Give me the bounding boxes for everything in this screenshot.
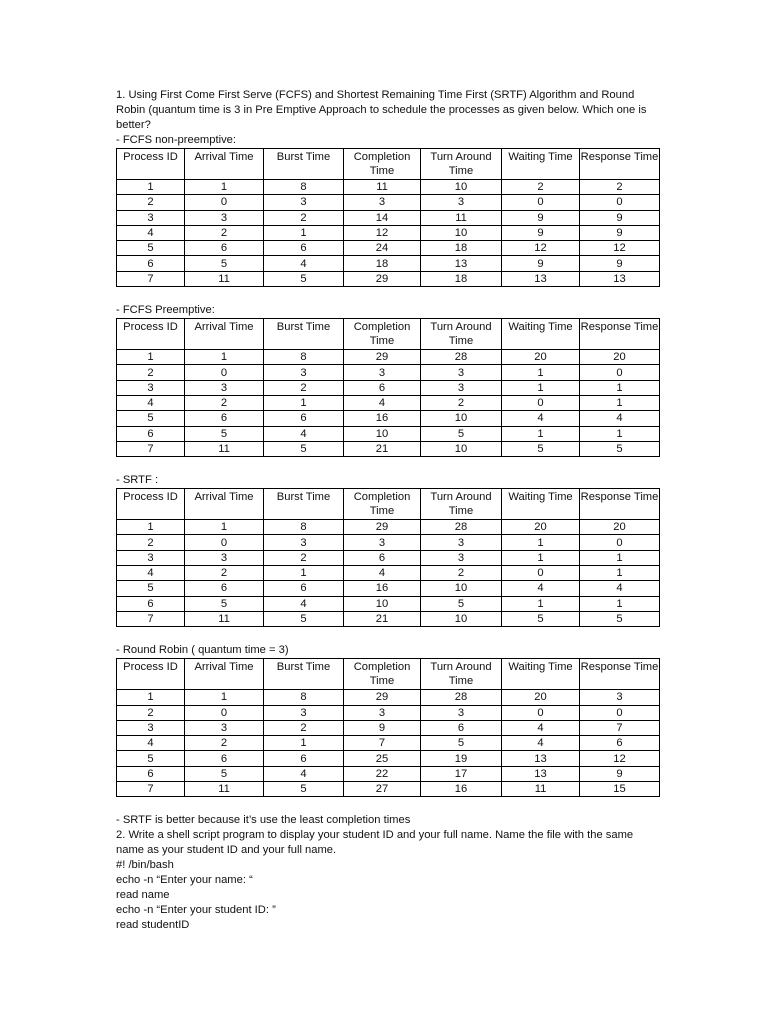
section-spacer (116, 457, 661, 473)
table-row (117, 195, 660, 210)
section-title: - FCFS non-preemptive: (116, 134, 236, 146)
table-cell: 3 (185, 550, 264, 565)
shell-script-code (116, 858, 661, 933)
table-cell: 6 (421, 720, 502, 735)
table-cell: 20 (580, 350, 660, 365)
table-cell: 9 (502, 210, 580, 225)
table-cell: 7 (580, 720, 660, 735)
code-line: echo -n “Enter your name: “ (116, 874, 253, 887)
table-row (117, 350, 660, 365)
table-cell: 0 (580, 705, 660, 720)
table-cell: 2 (117, 705, 185, 720)
table-cell: 1 (264, 736, 344, 751)
table-cell: 6 (264, 411, 344, 426)
table-cell: 1 (502, 365, 580, 380)
column-header: Turn Around Time (421, 319, 502, 350)
table-cell: 1 (117, 180, 185, 195)
table-cell: 3 (185, 720, 264, 735)
table-cell: 7 (117, 782, 185, 797)
table-cell: 3 (421, 365, 502, 380)
table-cell: 1 (264, 395, 344, 410)
table-cell: 3 (421, 535, 502, 550)
column-header: Response Time (580, 319, 660, 350)
column-header: Completion Time (344, 319, 421, 350)
table-row (117, 180, 660, 195)
table-cell: 0 (580, 535, 660, 550)
table-cell: 5 (502, 441, 580, 456)
table-row (117, 395, 660, 410)
table-cell: 1 (580, 395, 660, 410)
table-cell: 6 (264, 241, 344, 256)
table-cell: 25 (344, 751, 421, 766)
table-cell: 11 (185, 782, 264, 797)
table-cell: 7 (344, 736, 421, 751)
table-row (117, 520, 660, 535)
table-row (117, 535, 660, 550)
table-cell: 1 (117, 350, 185, 365)
table-cell: 5 (502, 611, 580, 626)
code-line: read studentID (116, 919, 190, 932)
table-cell: 4 (580, 411, 660, 426)
column-header: Burst Time (264, 659, 344, 690)
table-row (117, 751, 660, 766)
table-cell: 1 (502, 550, 580, 565)
column-header: Waiting Time (502, 659, 580, 690)
table-cell: 10 (421, 581, 502, 596)
table-cell: 2 (185, 736, 264, 751)
table-cell: 3 (344, 705, 421, 720)
table-cell: 2 (117, 365, 185, 380)
table-cell: 0 (580, 195, 660, 210)
table-cell: 29 (344, 271, 421, 286)
table-cell: 9 (580, 766, 660, 781)
table-cell: 1 (185, 350, 264, 365)
table-cell: 3 (117, 380, 185, 395)
table-cell: 11 (185, 441, 264, 456)
table-cell: 5 (580, 441, 660, 456)
document-page (116, 88, 661, 933)
table-cell: 3 (185, 210, 264, 225)
column-header: Response Time (580, 489, 660, 520)
table-cell: 6 (117, 426, 185, 441)
table-cell: 5 (580, 611, 660, 626)
table-cell: 20 (580, 520, 660, 535)
table-cell: 0 (502, 705, 580, 720)
table-cell: 1 (580, 380, 660, 395)
table-cell: 3 (185, 380, 264, 395)
table-cell: 8 (264, 520, 344, 535)
column-header: Completion Time (344, 149, 421, 180)
column-header: Turn Around Time (421, 149, 502, 180)
table-cell: 3 (344, 535, 421, 550)
table-cell: 9 (580, 225, 660, 240)
table-cell: 2 (185, 225, 264, 240)
table-cell: 0 (580, 365, 660, 380)
table-cell: 4 (502, 720, 580, 735)
table-cell: 6 (117, 596, 185, 611)
column-header: Waiting Time (502, 319, 580, 350)
table-cell: 4 (117, 225, 185, 240)
table-cell: 20 (502, 520, 580, 535)
table-cell: 2 (117, 195, 185, 210)
table-cell: 17 (421, 766, 502, 781)
table-cell: 9 (502, 256, 580, 271)
table-cell: 0 (185, 705, 264, 720)
table-cell: 29 (344, 690, 421, 705)
table-cell: 1 (185, 180, 264, 195)
table-cell: 24 (344, 241, 421, 256)
table-cell: 3 (421, 195, 502, 210)
section-spacer (116, 797, 661, 813)
table-cell: 18 (344, 256, 421, 271)
table-cell: 1 (264, 225, 344, 240)
table-cell: 9 (344, 720, 421, 735)
table-cell: 18 (421, 271, 502, 286)
table-row (117, 611, 660, 626)
table-cell: 13 (502, 271, 580, 286)
table-cell: 22 (344, 766, 421, 781)
table-cell: 3 (264, 705, 344, 720)
table-cell: 11 (185, 271, 264, 286)
table-row (117, 690, 660, 705)
column-header: Waiting Time (502, 489, 580, 520)
table-cell: 21 (344, 611, 421, 626)
table-cell: 1 (502, 535, 580, 550)
table-cell: 0 (185, 535, 264, 550)
table-cell: 0 (502, 195, 580, 210)
table-cell: 5 (185, 596, 264, 611)
table-header-row (117, 319, 660, 350)
table-cell: 2 (264, 720, 344, 735)
table-cell: 8 (264, 180, 344, 195)
table-cell: 9 (580, 256, 660, 271)
table-cell: 1 (117, 520, 185, 535)
section-title: - SRTF : (116, 474, 159, 487)
table-cell: 29 (344, 350, 421, 365)
table-cell: 9 (580, 210, 660, 225)
column-header: Turn Around Time (421, 489, 502, 520)
table-cell: 5 (185, 426, 264, 441)
table-cell: 4 (264, 766, 344, 781)
column-header: Completion Time (344, 489, 421, 520)
table-cell: 7 (117, 271, 185, 286)
table-cell: 6 (344, 380, 421, 395)
schedule-table (116, 318, 660, 457)
table-cell: 4 (264, 256, 344, 271)
table-row (117, 782, 660, 797)
table-row (117, 581, 660, 596)
table-cell: 8 (264, 350, 344, 365)
column-header: Burst Time (264, 149, 344, 180)
schedule-table (116, 658, 660, 797)
table-cell: 3 (117, 720, 185, 735)
column-header: Burst Time (264, 319, 344, 350)
table-cell: 19 (421, 751, 502, 766)
table-cell: 21 (344, 441, 421, 456)
table-cell: 3 (580, 690, 660, 705)
table-cell: 7 (117, 441, 185, 456)
table-cell: 3 (344, 195, 421, 210)
table-cell: 1 (185, 520, 264, 535)
table-cell: 12 (502, 241, 580, 256)
table-cell: 12 (344, 225, 421, 240)
table-cell: 0 (185, 365, 264, 380)
table-cell: 2 (185, 395, 264, 410)
table-cell: 6 (580, 736, 660, 751)
column-header: Process ID (117, 489, 185, 520)
table-row (117, 210, 660, 225)
table-cell: 4 (502, 736, 580, 751)
table-cell: 3 (264, 195, 344, 210)
table-cell: 10 (344, 426, 421, 441)
table-cell: 2 (264, 550, 344, 565)
table-cell: 13 (502, 751, 580, 766)
column-header: Response Time (580, 659, 660, 690)
table-row (117, 736, 660, 751)
table-cell: 6 (185, 751, 264, 766)
table-cell: 3 (421, 380, 502, 395)
question-1-text: 1. Using First Come First Serve (FCFS) and Shortest Remaining Time First (SRTF) Algorithm and Round Robin (quantum time is 3 in Pre Emptive Approach to schedule the processes as given below. Which one is better? (116, 89, 647, 131)
column-header: Arrival Time (185, 659, 264, 690)
table-cell: 11 (344, 180, 421, 195)
table-cell: 16 (344, 411, 421, 426)
table-row (117, 441, 660, 456)
table-cell: 1 (502, 426, 580, 441)
table-cell: 5 (264, 441, 344, 456)
table-row (117, 365, 660, 380)
table-cell: 1 (580, 426, 660, 441)
table-cell: 2 (117, 535, 185, 550)
code-line: read name (116, 889, 170, 902)
column-header: Response Time (580, 149, 660, 180)
conclusion-text: - SRTF is better because it’s use the least completion times (116, 814, 411, 827)
table-cell: 6 (344, 550, 421, 565)
table-cell: 14 (344, 210, 421, 225)
table-row (117, 225, 660, 240)
table-cell: 20 (502, 690, 580, 705)
schedule-table (116, 488, 660, 627)
table-cell: 5 (185, 766, 264, 781)
table-cell: 5 (117, 241, 185, 256)
section-spacer (116, 287, 661, 303)
table-cell: 4 (264, 426, 344, 441)
table-cell: 20 (502, 350, 580, 365)
column-header: Arrival Time (185, 149, 264, 180)
table-cell: 5 (421, 596, 502, 611)
table-cell: 6 (264, 751, 344, 766)
table-row (117, 550, 660, 565)
section-title: - Round Robin ( quantum time = 3) (116, 644, 289, 657)
table-cell: 4 (117, 566, 185, 581)
table-header-row (117, 149, 660, 180)
table-cell: 4 (344, 566, 421, 581)
table-cell: 13 (421, 256, 502, 271)
table-row (117, 241, 660, 256)
table-cell: 3 (264, 365, 344, 380)
table-cell: 5 (117, 751, 185, 766)
table-cell: 1 (580, 596, 660, 611)
table-cell: 10 (421, 225, 502, 240)
table-cell: 4 (344, 395, 421, 410)
table-cell: 28 (421, 690, 502, 705)
question-2-text: 2. Write a shell script program to display your student ID and your full name. Name the file with the same name as your student ID and your full name. (116, 829, 634, 857)
table-cell: 3 (344, 365, 421, 380)
table-cell: 2 (580, 180, 660, 195)
table-cell: 2 (185, 566, 264, 581)
table-cell: 2 (264, 380, 344, 395)
table-cell: 16 (344, 581, 421, 596)
table-cell: 13 (580, 271, 660, 286)
table-cell: 12 (580, 751, 660, 766)
table-cell: 3 (117, 210, 185, 225)
column-header: Arrival Time (185, 319, 264, 350)
table-cell: 1 (502, 596, 580, 611)
column-header: Process ID (117, 319, 185, 350)
table-cell: 10 (421, 611, 502, 626)
column-header: Process ID (117, 659, 185, 690)
table-cell: 1 (117, 690, 185, 705)
table-cell: 4 (502, 581, 580, 596)
table-cell: 10 (421, 411, 502, 426)
table-cell: 12 (580, 241, 660, 256)
table-cell: 29 (344, 520, 421, 535)
table-row (117, 426, 660, 441)
schedule-sections (116, 133, 661, 813)
table-cell: 6 (185, 411, 264, 426)
column-header: Burst Time (264, 489, 344, 520)
table-cell: 18 (421, 241, 502, 256)
table-cell: 2 (502, 180, 580, 195)
table-cell: 4 (117, 395, 185, 410)
table-cell: 3 (117, 550, 185, 565)
table-cell: 5 (421, 736, 502, 751)
table-cell: 0 (502, 566, 580, 581)
table-cell: 2 (421, 566, 502, 581)
table-cell: 5 (264, 611, 344, 626)
table-cell: 1 (502, 380, 580, 395)
table-cell: 15 (580, 782, 660, 797)
code-line: echo -n “Enter your student ID: ” (116, 904, 276, 917)
table-cell: 0 (502, 395, 580, 410)
table-cell: 4 (264, 596, 344, 611)
column-header: Waiting Time (502, 149, 580, 180)
table-cell: 6 (185, 241, 264, 256)
table-row (117, 596, 660, 611)
column-header: Completion Time (344, 659, 421, 690)
table-cell: 3 (264, 535, 344, 550)
schedule-table (116, 148, 660, 287)
code-line: #! /bin/bash (116, 859, 174, 872)
table-cell: 1 (264, 566, 344, 581)
table-row (117, 256, 660, 271)
table-cell: 2 (264, 210, 344, 225)
column-header: Arrival Time (185, 489, 264, 520)
table-header-row (117, 659, 660, 690)
section-spacer (116, 627, 661, 643)
table-cell: 6 (117, 256, 185, 271)
table-cell: 1 (580, 566, 660, 581)
table-cell: 10 (421, 180, 502, 195)
section-title: - FCFS Preemptive: (116, 304, 215, 317)
table-cell: 2 (421, 395, 502, 410)
table-cell: 7 (117, 611, 185, 626)
table-cell: 11 (185, 611, 264, 626)
table-cell: 1 (580, 550, 660, 565)
table-cell: 6 (264, 581, 344, 596)
table-cell: 4 (117, 736, 185, 751)
table-row (117, 271, 660, 286)
table-cell: 0 (185, 195, 264, 210)
table-cell: 5 (185, 256, 264, 271)
table-cell: 5 (264, 271, 344, 286)
table-cell: 6 (185, 581, 264, 596)
table-cell: 28 (421, 520, 502, 535)
table-cell: 10 (344, 596, 421, 611)
table-cell: 8 (264, 690, 344, 705)
table-cell: 16 (421, 782, 502, 797)
table-row (117, 566, 660, 581)
table-row (117, 720, 660, 735)
column-header: Process ID (117, 149, 185, 180)
table-cell: 3 (421, 550, 502, 565)
table-cell: 9 (502, 225, 580, 240)
table-row (117, 705, 660, 720)
table-cell: 3 (421, 705, 502, 720)
table-header-row (117, 489, 660, 520)
table-cell: 28 (421, 350, 502, 365)
table-cell: 4 (502, 411, 580, 426)
table-cell: 5 (264, 782, 344, 797)
table-cell: 5 (421, 426, 502, 441)
table-cell: 10 (421, 441, 502, 456)
table-cell: 11 (421, 210, 502, 225)
table-cell: 5 (117, 411, 185, 426)
table-cell: 6 (117, 766, 185, 781)
table-row (117, 411, 660, 426)
table-cell: 4 (580, 581, 660, 596)
column-header: Turn Around Time (421, 659, 502, 690)
table-cell: 27 (344, 782, 421, 797)
table-cell: 5 (117, 581, 185, 596)
table-cell: 13 (502, 766, 580, 781)
table-row (117, 380, 660, 395)
table-cell: 11 (502, 782, 580, 797)
table-row (117, 766, 660, 781)
table-cell: 1 (185, 690, 264, 705)
